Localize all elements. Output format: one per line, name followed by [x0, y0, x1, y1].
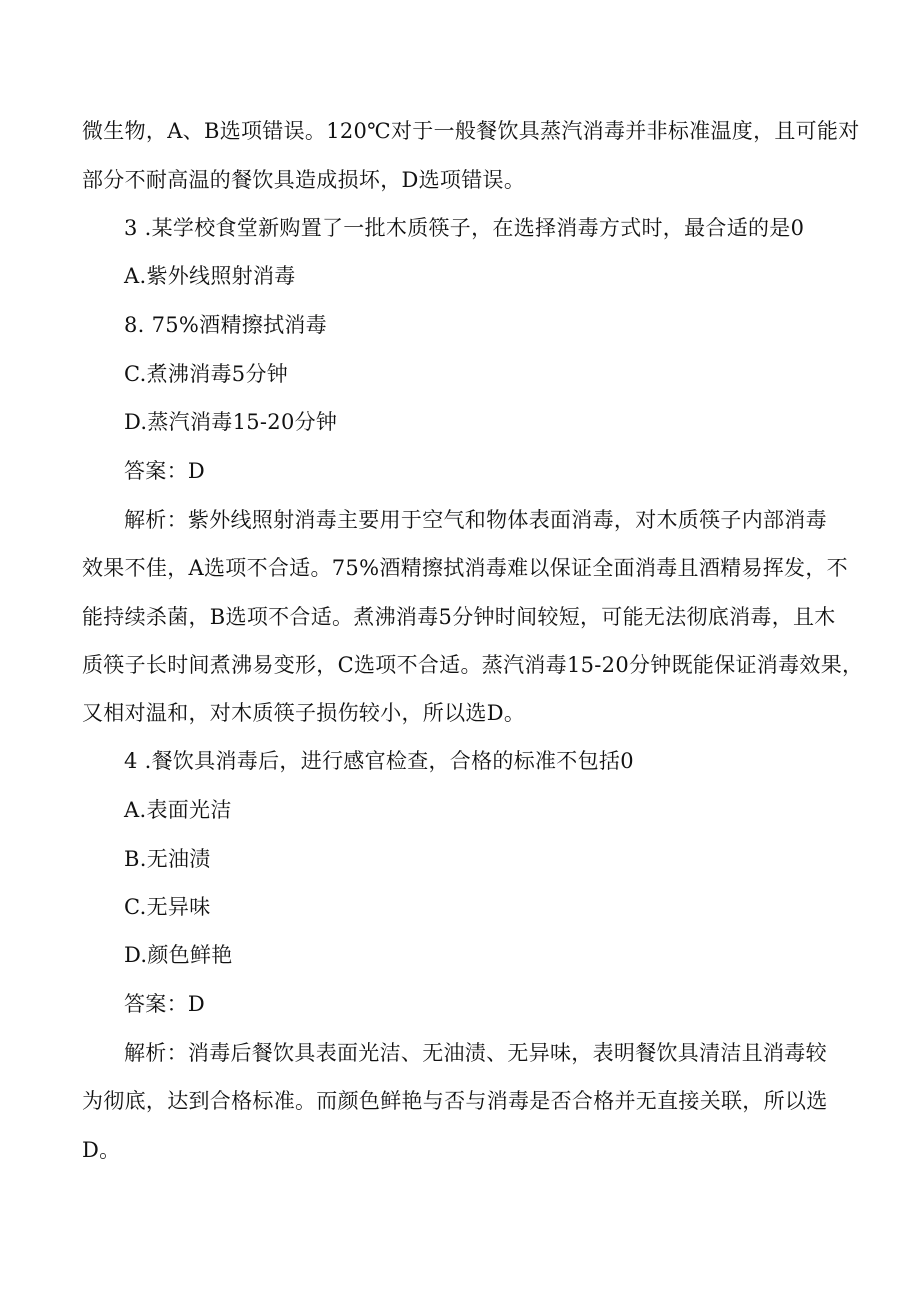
question-3-explanation-line: 效果不佳，A选项不合适。75%酒精擦拭消毒难以保证全面消毒且酒精易挥发，不	[82, 556, 848, 580]
question-4-answer: 答案：D	[124, 992, 206, 1016]
question-3-option-a: A.紫外线照射消毒	[124, 264, 296, 288]
question-4-explanation-line: 解析：消毒后餐饮具表面光洁、无油渍、无异味，表明餐饮具清洁且消毒较	[124, 1041, 827, 1065]
question-3-explanation-line: 能持续杀菌，B选项不合适。煮沸消毒5分钟时间较短，可能无法彻底消毒，且木	[82, 605, 836, 629]
question-3-stem: 3 .某学校食堂新购置了一批木质筷子，在选择消毒方式时，最合适的是0	[124, 216, 805, 240]
question-4-option-a: A.表面光洁	[124, 798, 232, 822]
question-4-explanation-line: 为彻底，达到合格标准。而颜色鲜艳与否与消毒是否合格并无直接关联，所以选	[82, 1089, 828, 1113]
question-4-option-c: C.无异味	[124, 895, 211, 919]
question-4-explanation-line: D。	[82, 1138, 121, 1162]
question-4-stem: 4 .餐饮具消毒后，进行感官检查，合格的标准不包括0	[124, 749, 634, 773]
question-3-answer: 答案：D	[124, 459, 206, 483]
question-3-explanation-line: 又相对温和，对木质筷子损伤较小，所以选D。	[82, 701, 526, 725]
paragraph-line: 部分不耐高温的餐饮具造成损坏，D选项错误。	[82, 168, 526, 192]
question-4-option-d: D.颜色鲜艳	[124, 943, 233, 967]
paragraph-line: 微生物，A、B选项错误。120℃对于一般餐饮具蒸汽消毒并非标准温度，且可能对	[82, 119, 860, 143]
question-3-option-c: C.煮沸消毒5分钟	[124, 362, 289, 386]
question-4-option-b: B.无油渍	[124, 847, 211, 871]
question-3-explanation-line: 解析：紫外线照射消毒主要用于空气和物体表面消毒，对木质筷子内部消毒	[124, 508, 827, 532]
question-3-option-b: 8. 75%酒精擦拭消毒	[124, 313, 327, 337]
question-3-explanation-line: 质筷子长时间煮沸易变形，C选项不合适。蒸汽消毒15-20分钟既能保证消毒效果，	[82, 653, 864, 677]
question-3-option-d: D.蒸汽消毒15-20分钟	[124, 410, 338, 434]
